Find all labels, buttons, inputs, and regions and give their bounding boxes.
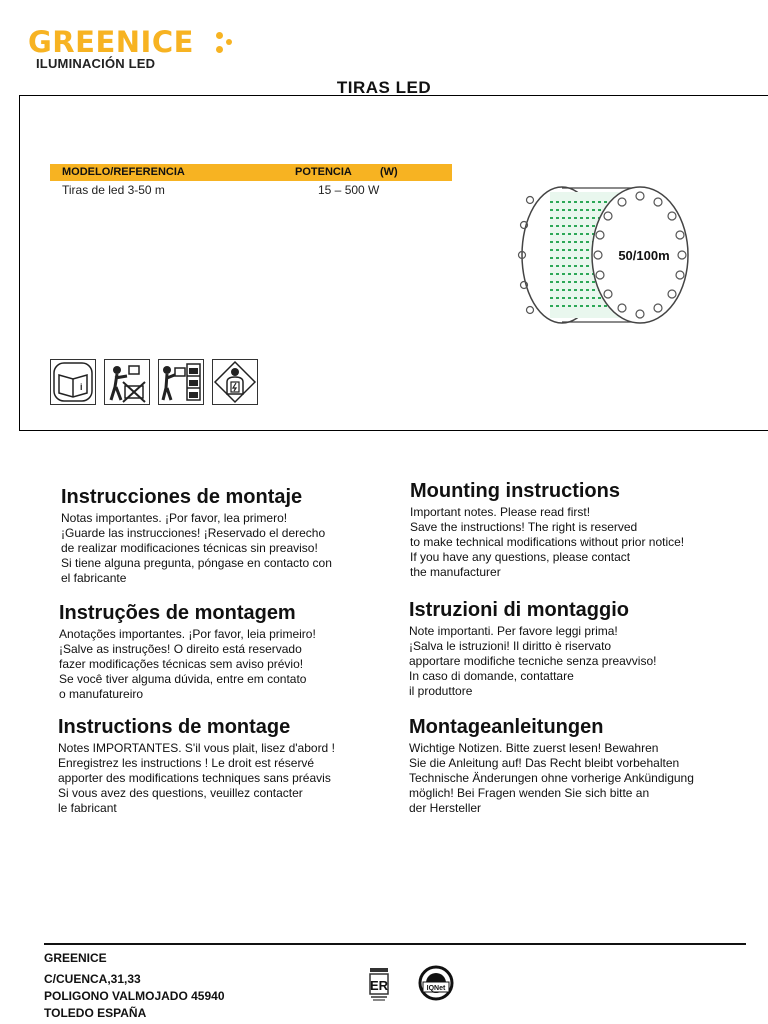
- address-area: POLIGONO VALMOJADO 45940: [44, 989, 225, 1003]
- spec-table-header: [50, 164, 452, 181]
- instructions-heading: Istruzioni di montaggio: [409, 599, 629, 621]
- instructions-line: Si vous avez des questions, veuillez contacter: [58, 786, 303, 800]
- svg-text:i: i: [80, 382, 83, 392]
- company-address: [44, 950, 225, 1022]
- row-power: 15 – 500 W: [318, 183, 380, 197]
- instructions-line: Wichtige Notizen. Bitte zuerst lesen! Bewahren: [409, 741, 659, 755]
- header-model: MODELO/REFERENCIA: [62, 166, 185, 178]
- instructions-pt: [59, 602, 399, 702]
- header-unit: (W): [380, 166, 398, 178]
- cert-iqnet-label: IQNet: [426, 985, 446, 992]
- instructions-line: il produttore: [409, 684, 473, 698]
- instructions-heading: Mounting instructions: [410, 480, 620, 502]
- instructions-heading: Instructions de montage: [58, 716, 291, 738]
- instructions-line: Enregistrez les instructions ! Le droit est réservé: [58, 756, 315, 770]
- no-household-waste-icon: [104, 359, 150, 405]
- instructions-line: to make technical modifications without prior notice!: [410, 535, 685, 549]
- instructions-line: ¡Salva le istruzioni! Il diritto è riservato: [409, 639, 612, 653]
- led-reel-image: [500, 180, 700, 330]
- footer-divider: [44, 943, 746, 945]
- document-title: TIRAS LED: [336, 78, 432, 97]
- instructions-line: If you have any questions, please contact: [410, 550, 631, 564]
- instructions-line: Note importanti. Per favore leggi prima!: [409, 624, 618, 638]
- instructions-heading: Instruções de montagem: [59, 602, 296, 624]
- instructions-line: Notes IMPORTANTES. S'il vous plait, lisez d'abord !: [58, 741, 335, 755]
- instructions-line: apporter des modifications techniques sans préavis: [58, 771, 331, 785]
- instructions-line: Technische Änderungen ohne vorherige Ankündigung: [409, 771, 694, 785]
- instructions-line: Important notes. Please read first!: [410, 505, 591, 519]
- cert-er-label: ER: [369, 978, 389, 993]
- instructions-line: de realizar modificaciones técnicas sin preaviso!: [61, 541, 318, 555]
- instructions-line: der Hersteller: [409, 801, 482, 815]
- instructions-it: [409, 599, 749, 699]
- electrician-icon: [212, 359, 258, 405]
- brand-tagline: ILUMINACIÓN LED: [36, 56, 156, 71]
- address-street: C/CUENCA,31,33: [44, 972, 141, 986]
- row-model: Tiras de led 3-50 m: [62, 183, 165, 197]
- instructions-line: In caso di domande, contattare: [409, 669, 574, 683]
- instructions-line: Sie die Anleitung auf! Das Recht bleibt vorbehalten: [409, 756, 680, 770]
- read-manual-icon: [50, 359, 96, 405]
- instructions-en: [410, 480, 750, 580]
- instructions-heading: Montageanleitungen: [409, 716, 604, 738]
- instructions-es: [61, 486, 401, 586]
- company-name: GREENICE: [44, 951, 107, 965]
- instructions-line: the manufacturer: [410, 565, 501, 579]
- instructions-line: ¡Guarde las instrucciones! ¡Reservado el derecho: [61, 526, 326, 540]
- brand-name: GREENICE: [28, 25, 194, 59]
- iqnet-icon: [418, 965, 454, 1001]
- aenor-er-icon: [368, 966, 390, 1002]
- instructions-line: el fabricante: [61, 571, 127, 585]
- reel-length-label: 50/100m: [618, 248, 670, 263]
- instructions-line: le fabricant: [58, 801, 117, 815]
- instructions-line: Anotações importantes. ¡Por favor, leia primeiro!: [59, 627, 316, 641]
- instructions-line: Si tiene alguna pregunta, póngase en contacto con: [61, 556, 332, 570]
- instructions-line: Se você tiver alguma dúvida, entre em contato: [59, 672, 307, 686]
- spec-panel: [19, 95, 768, 431]
- instructions-line: möglich! Bei Fragen wenden Sie sich bitte an: [409, 786, 650, 800]
- brand-logo: [28, 26, 194, 71]
- recycle-disposal-icon: [158, 359, 204, 405]
- instructions-de: [409, 716, 749, 816]
- instructions-line: o manufatureiro: [59, 687, 144, 701]
- instructions-heading: Instrucciones de montaje: [61, 486, 303, 508]
- instructions-line: fazer modificações técnicas sem aviso prévio!: [59, 657, 304, 671]
- header-power: POTENCIA: [295, 166, 352, 178]
- instructions-line: Save the instructions! The right is reserved: [410, 520, 638, 534]
- instructions-line: apportare modifiche tecniche senza preavviso!: [409, 654, 657, 668]
- instructions-fr: [58, 716, 398, 816]
- instructions-line: ¡Salve as instruções! O direito está reservado: [59, 642, 302, 656]
- address-city: TOLEDO ESPAÑA: [44, 1006, 147, 1020]
- instructions-line: Notas importantes. ¡Por favor, lea primero!: [61, 511, 288, 525]
- logo-dots-icon: [214, 30, 234, 54]
